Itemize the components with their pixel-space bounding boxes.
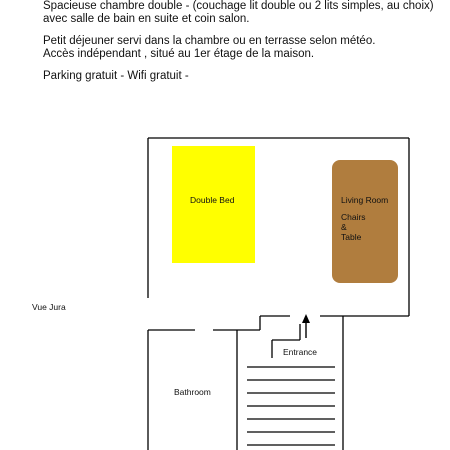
living-room-label: Living Room: [341, 195, 389, 205]
vue-jura-label: Vue Jura: [32, 302, 66, 312]
description-line: avec salle de bain en suite et coin salon.: [43, 13, 250, 25]
entrance-arrow-icon: [302, 314, 310, 338]
stairs: [247, 367, 335, 445]
ampersand-label: &: [341, 222, 347, 232]
description-line: Parking gratuit - Wifi gratuit -: [43, 70, 189, 82]
double-bed-label: Double Bed: [190, 195, 235, 205]
entrance-label: Entrance: [283, 347, 318, 357]
description-line: Spacieuse chambre double - (couchage lit double ou 2 lits simples, au choix): [43, 0, 434, 12]
description-line: Accès indépendant , situé au 1er étage de la maison.: [43, 48, 315, 60]
description-line: Petit déjeuner servi dans la chambre ou en terrasse selon météo.: [43, 35, 376, 47]
chairs-label: Chairs: [341, 212, 366, 222]
bathroom-label: Bathroom: [174, 387, 211, 397]
table-label: Table: [341, 232, 362, 242]
